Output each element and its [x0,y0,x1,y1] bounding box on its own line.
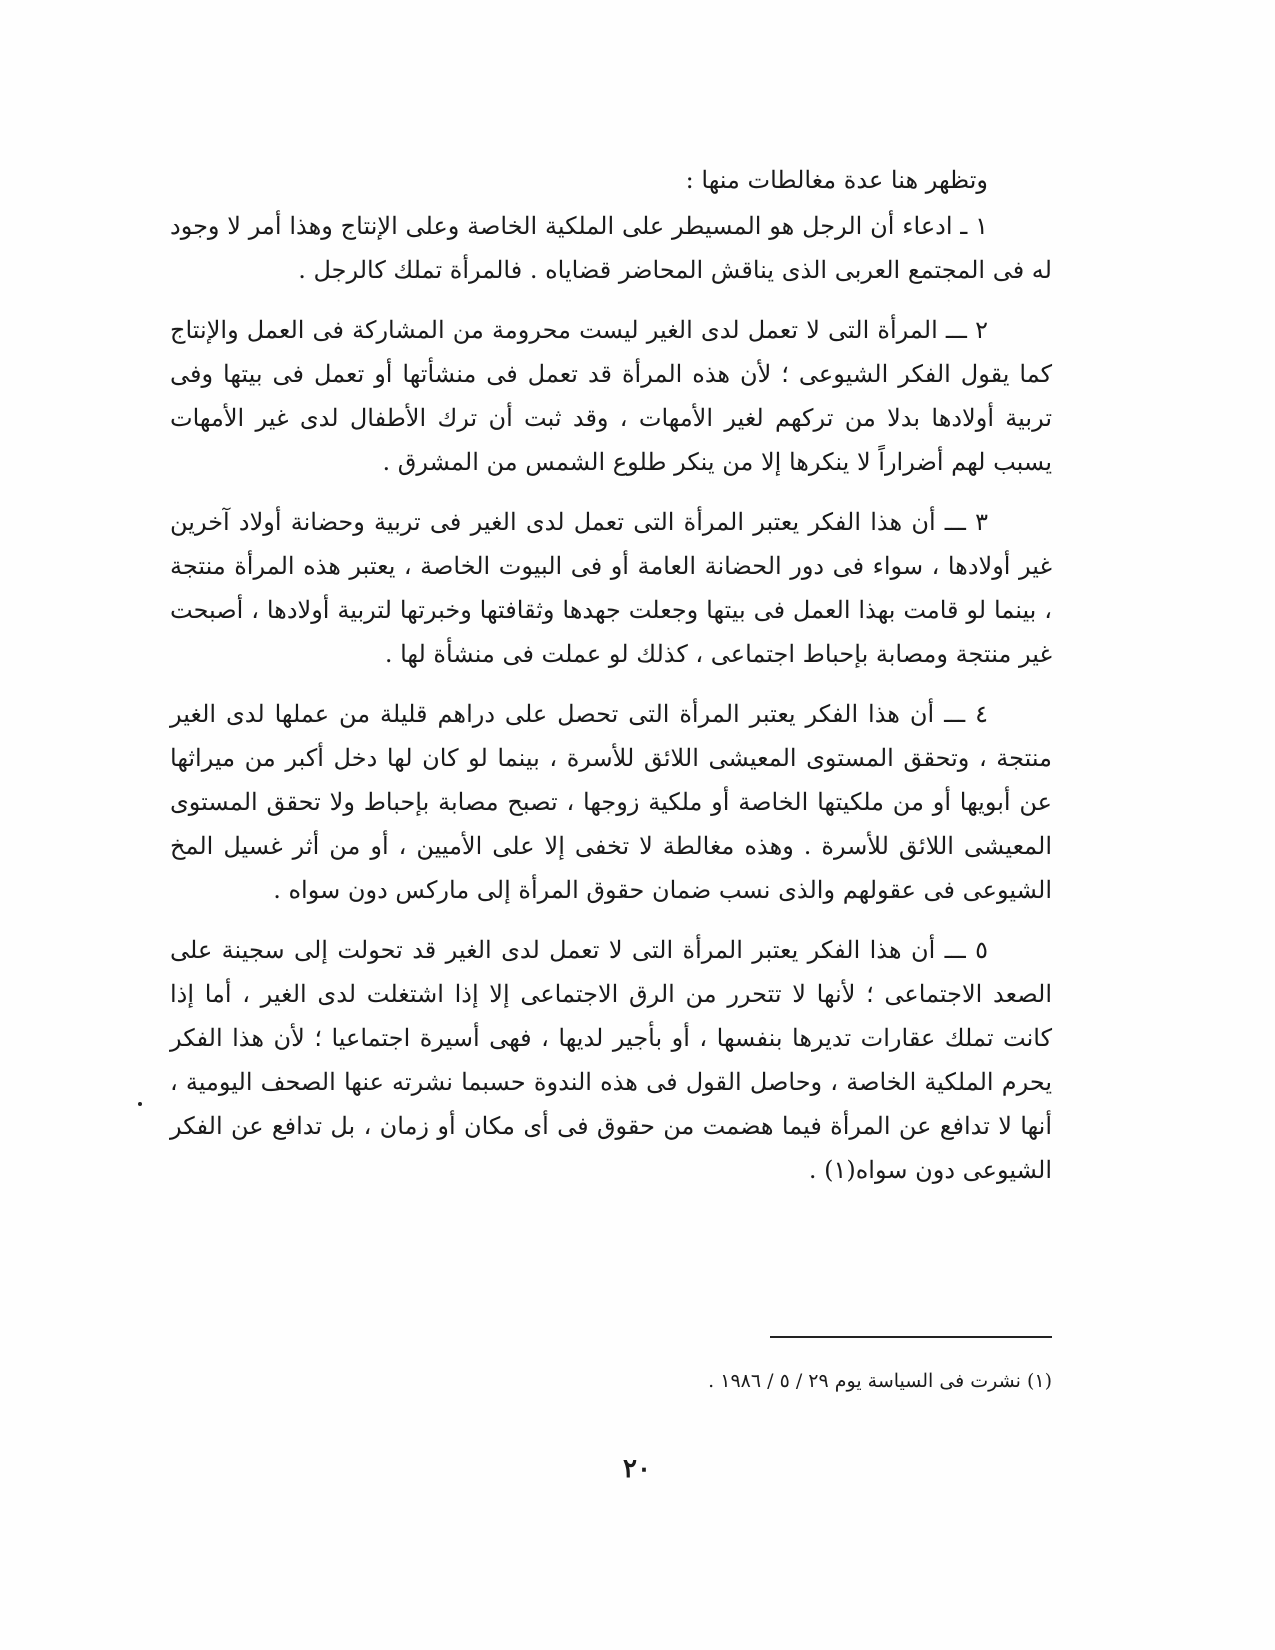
body-text [170,158,1052,1208]
footnote-divider [770,1336,1052,1338]
scan-speck [138,1102,142,1106]
intro-line: وتظهر هنا عدة مغالطات منها : [685,166,988,194]
paragraph-2: ٢ ـــ المرأة التى لا تعمل لدى الغير ليست محرومة من المشاركة فى العمل والإنتاج كما يقول الفكر الشيوعى ؛ لأن هذه المرأة قد تعمل فى منشأتها أو تعمل فى بيتها وفى تربية أولادها بدلا من تركهم لغير الأمهات ، وقد ثبت أن ترك الأطفال لدى غير الأمهات يسبب لهم أضراراً لا ينكرها إلا من ينكر طلوع الشمس من المشرق . [170,316,1052,476]
paragraph-3: ٣ ـــ أن هذا الفكر يعتبر المرأة التى تعمل لدى الغير فى تربية وحضانة أولاد آخرين غير أولادها ، سواء فى دور الحضانة العامة أو فى البيوت الخاصة ، يعتبر هذه المرأة منتجة ، بينما لو قامت بهذا العمل فى بيتها وجعلت جهدها وثقافتها وخبرتها لتربية أولادها ، أصبحت غير منتجة ومصابة بإحباط اجتماعى ، كذلك لو عملت فى منشأة لها . [170,508,1052,668]
paragraph-1: ١ ـ ادعاء أن الرجل هو المسيطر على الملكية الخاصة وعلى الإنتاج وهذا أمر لا وجود له فى المجتمع العربى الذى يناقش المحاضر قضاياه . فالمرأة تملك كالرجل . [170,212,1052,284]
footnote: (١) نشرت فى السياسة يوم ٢٩ / ٥ / ١٩٨٦ . [708,1370,1052,1392]
paragraph-4: ٤ ـــ أن هذا الفكر يعتبر المرأة التى تحصل على دراهم قليلة من عملها لدى الغير منتجة ، وتحقق المستوى المعيشى اللائق للأسرة ، بينما لو كان لها دخل أكبر من ميراثها عن أبويها أو من ملكيتها الخاصة أو ملكية زوجها ، تصبح مصابة بإحباط ولا تحقق المستوى المعيشى اللائق للأسرة . وهذه مغالطة لا تخفى إلا على الأميين ، أو من أثر غسيل المخ الشيوعى فى عقولهم والذى نسب ضمان حقوق المرأة إلى ماركس دون سواه . [170,700,1052,904]
paragraph-5: ٥ ـــ أن هذا الفكر يعتبر المرأة التى لا تعمل لدى الغير قد تحولت إلى سجينة على الصعد الاجتماعى ؛ لأنها لا تتحرر من الرق الاجتماعى إلا إذا اشتغلت لدى الغير ، أما إذا كانت تملك عقارات تديرها بنفسها ، أو بأجير لديها ، فهى أسيرة اجتماعيا ؛ لأن هذا الفكر يحرم الملكية الخاصة ، وحاصل القول فى هذه الندوة حسبما نشرته عنها الصحف اليومية ، أنها لا تدافع عن المرأة فيما هضمت من حقوق فى أى مكان أو زمان ، بل تدافع عن الفكر الشيوعى دون سواه(١) . [170,936,1052,1184]
page-number: ٢٠ [623,1454,651,1484]
